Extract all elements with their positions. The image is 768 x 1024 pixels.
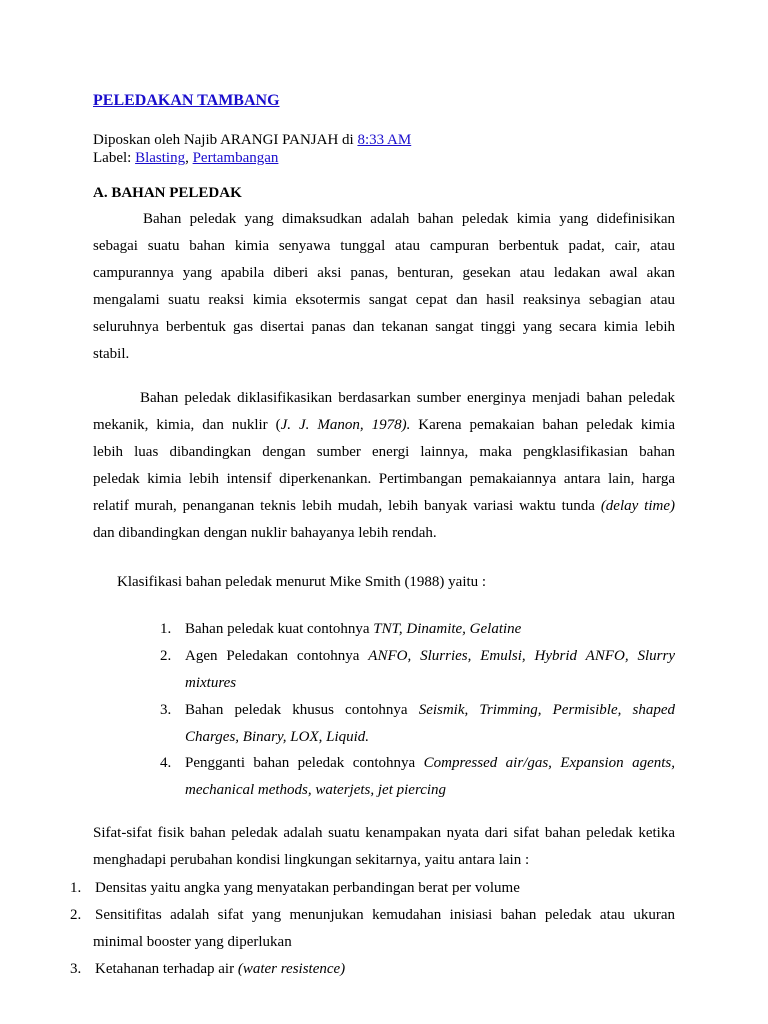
item-examples-cont: Charges, Binary, LOX, Liquid.	[185, 729, 370, 745]
citation: J. J. Manon, 1978).	[280, 417, 411, 433]
list-number: 3.	[70, 961, 82, 977]
para2-text: Karena pemakaian bahan peledak kimia	[410, 417, 676, 433]
list-text	[185, 724, 675, 751]
list-number: 2.	[160, 648, 172, 664]
paragraph-sifat	[93, 820, 675, 874]
list-number: 4.	[160, 755, 172, 771]
para2-line	[93, 412, 675, 439]
item-text: Bahan peledak kuat contohnya	[185, 621, 374, 637]
sifat-line: Sifat-sifat fisik bahan peledak adalah suatu kenampakan nyata dari sifat bahan peledak ketika	[93, 825, 675, 841]
para1-line: stabil.	[93, 346, 130, 362]
item-examples: ANFO, Slurries, Emulsi, Hybrid ANFO, Slurry	[368, 648, 675, 664]
para2-text: relatif murah, penanganan teknis lebih mudah, lebih banyak variasi waktu tunda	[93, 498, 601, 514]
list-text	[185, 670, 675, 697]
para2-text: mekanik, kimia, dan nuklir (	[93, 417, 281, 433]
label-link-blasting[interactable]: Blasting	[135, 150, 186, 166]
list-text	[185, 616, 675, 643]
label-prefix: Label:	[93, 150, 136, 166]
item-examples: Seismik, Trimming, Permisible, shaped	[418, 702, 676, 718]
list-number: 1.	[160, 621, 172, 637]
item-text: Bahan peledak khusus contohnya	[185, 702, 419, 718]
label-separator: ,	[185, 150, 193, 166]
byline-text: Diposkan oleh Najib ARANGI PANJAH di	[93, 132, 358, 148]
item-examples: TNT, Dinamite, Gelatine	[373, 621, 522, 637]
item-examples-cont: mixtures	[185, 675, 237, 691]
para2-line: Bahan peledak diklasifikasikan berdasarkan sumber energinya menjadi bahan peledak	[140, 390, 675, 406]
list-text	[185, 750, 675, 777]
para1-line: sebagai suatu bahan kimia senyawa tunggal atau campuran berbentuk padat, cair, atau	[93, 238, 675, 254]
list-text: Densitas yaitu angka yang menyatakan perbandingan berat per volume	[95, 880, 520, 896]
item-text: Pengganti bahan peledak contohnya	[185, 755, 424, 771]
post-title[interactable]: PELEDAKAN TAMBANG	[93, 92, 280, 109]
para1-line: Bahan peledak yang dimaksudkan adalah bahan peledak kimia yang didefinisikan	[143, 211, 675, 227]
list-text-cont: minimal booster yang diperlukan	[93, 934, 292, 950]
para2-line: lebih luas dibandingkan dengan sumber energi lainnya, maka pengklasifikasian bahan	[93, 444, 675, 460]
post-labels	[93, 149, 278, 167]
water-resistence-term: (water resistence)	[237, 961, 346, 977]
item-examples-cont: mechanical methods, waterjets, jet piercing	[185, 782, 447, 798]
paragraph-bahan-peledak	[93, 206, 675, 368]
list-number: 3.	[160, 702, 172, 718]
list-text: Sensitifitas adalah sifat yang menunjukan kemudahan inisiasi bahan peledak atau ukuran	[95, 907, 675, 923]
list-text	[185, 697, 675, 724]
sifat-line: menghadapi perubahan kondisi lingkungan sekitarnya, yaitu antara lain :	[93, 852, 530, 868]
item-text: Ketahanan terhadap air	[95, 961, 238, 977]
para2-line: peledak kimia lebih intensif diperkenankan. Pertimbangan pemakaiannya antara lain, harga	[93, 471, 675, 487]
para1-line: mengalami suatu reaksi kimia eksotermis sangat cepat dan hasil reaksinya sebagian atau	[93, 292, 675, 308]
para1-line: campurannya yang apabila diberi aksi panas, benturan, gesekan atau ledakan awal akan	[93, 265, 675, 281]
post-time-link[interactable]: 8:33 AM	[357, 132, 412, 148]
item-examples: Compressed air/gas, Expansion agents,	[423, 755, 675, 771]
list-text	[185, 643, 675, 670]
section-heading: A. BAHAN PELEDAK	[93, 185, 242, 201]
list-number: 2.	[70, 907, 82, 923]
klasifikasi-intro: Klasifikasi bahan peledak menurut Mike Smith (1988) yaitu :	[117, 574, 487, 590]
para1-line: seluruhnya berbentuk gas disertai panas dan tekanan sangat tinggi yang secara kimia lebih	[93, 319, 675, 335]
para2-line	[93, 493, 675, 520]
list-text	[185, 777, 675, 804]
post-byline	[93, 131, 411, 149]
delay-time-term: (delay time)	[600, 498, 675, 514]
para2-line: dan dibandingkan dengan nuklir bahayanya lebih rendah.	[93, 525, 437, 541]
label-link-pertambangan[interactable]: Pertambangan	[192, 150, 279, 166]
list-text	[95, 956, 675, 983]
list-number: 1.	[70, 880, 82, 896]
paragraph-klasifikasi	[93, 385, 675, 547]
item-text: Agen Peledakan contohnya	[185, 648, 369, 664]
